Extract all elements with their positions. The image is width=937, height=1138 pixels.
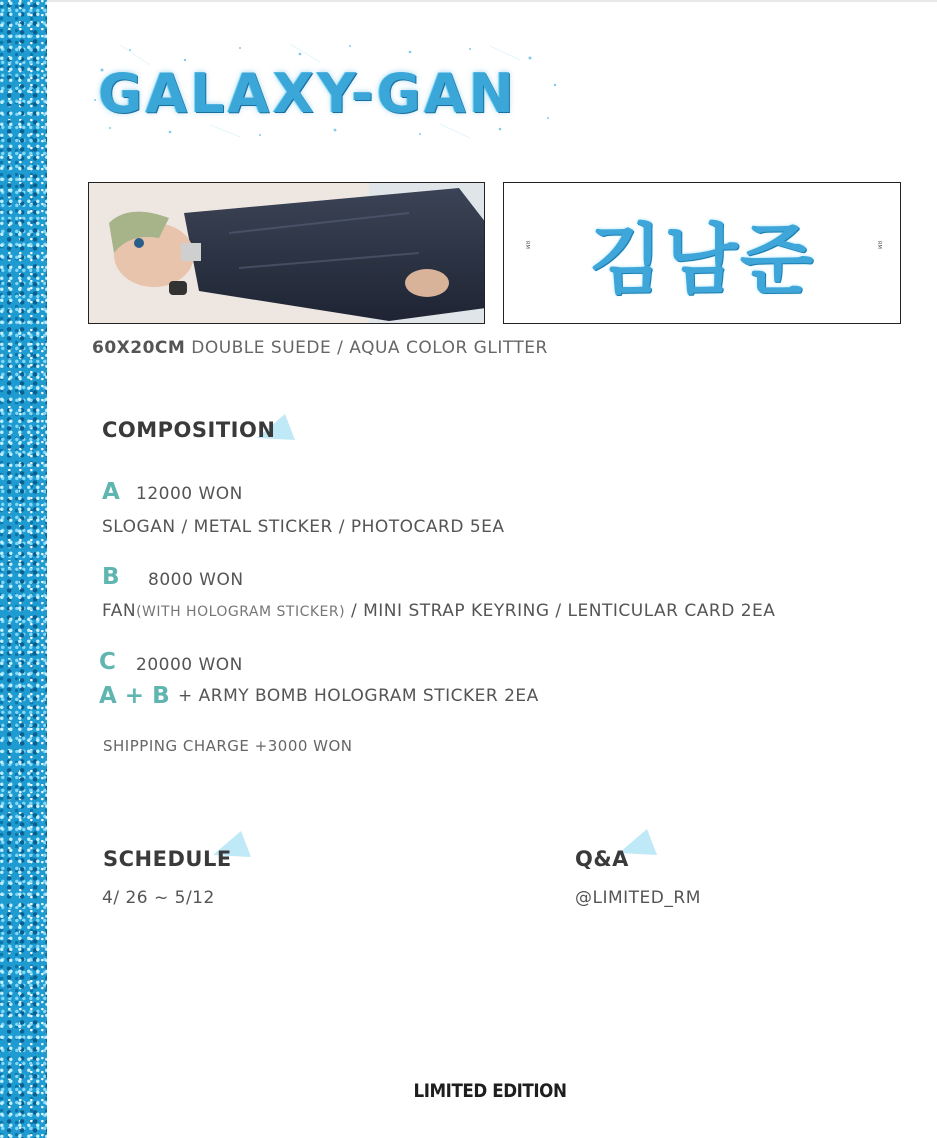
option-b-items-rest: / MINI STRAP KEYRING / LENTICULAR CARD 2EA bbox=[345, 601, 776, 621]
slogan-preview bbox=[503, 182, 901, 324]
title-text: GALAXY-GAN bbox=[98, 62, 517, 125]
schedule-dates: 4/ 26 ~ 5/12 bbox=[102, 888, 215, 908]
schedule-heading bbox=[103, 847, 232, 871]
spec-size: 60X20CM bbox=[92, 338, 186, 358]
option-a-price: 12000 WON bbox=[136, 484, 243, 504]
slogan-name: 김남준 bbox=[588, 215, 816, 304]
option-b-item-note: (WITH HOLOGRAM STICKER) bbox=[136, 604, 346, 620]
top-border bbox=[47, 0, 937, 2]
shipping-charge: SHIPPING CHARGE +3000 WON bbox=[103, 737, 353, 755]
slogan-side-text-left: RM bbox=[524, 241, 530, 249]
option-a-letter: A bbox=[102, 479, 120, 505]
slogan-side-text-right: RM bbox=[876, 241, 882, 249]
option-b-price: 8000 WON bbox=[148, 570, 244, 590]
option-b-letter: B bbox=[102, 564, 120, 590]
spec-material: DOUBLE SUEDE / AQUA COLOR GLITTER bbox=[191, 338, 548, 358]
option-b-items bbox=[102, 601, 775, 621]
composition-heading bbox=[102, 418, 275, 442]
limited-edition-label: LIMITED EDITION bbox=[413, 1080, 567, 1102]
schedule-title: SCHEDULE bbox=[103, 847, 232, 871]
option-c-price: 20000 WON bbox=[136, 655, 243, 675]
option-c-combo: A + B bbox=[99, 683, 170, 709]
qa-heading bbox=[575, 847, 629, 871]
qa-title: Q&A bbox=[575, 847, 629, 871]
option-c-letter: C bbox=[99, 649, 116, 675]
option-a-items: SLOGAN / METAL STICKER / PHOTOCARD 5EA bbox=[102, 517, 505, 537]
person-photo-illustration bbox=[89, 183, 485, 324]
title-logo bbox=[90, 40, 565, 140]
glitter-side-strip bbox=[0, 0, 47, 1138]
spec-line bbox=[92, 338, 548, 358]
composition-title: COMPOSITION bbox=[102, 418, 276, 442]
option-c-items: + ARMY BOMB HOLOGRAM STICKER 2EA bbox=[178, 686, 539, 706]
option-b-item-fan: FAN bbox=[102, 601, 137, 621]
product-photo bbox=[88, 182, 485, 324]
qa-contact[interactable]: @LIMITED_RM bbox=[575, 888, 701, 908]
